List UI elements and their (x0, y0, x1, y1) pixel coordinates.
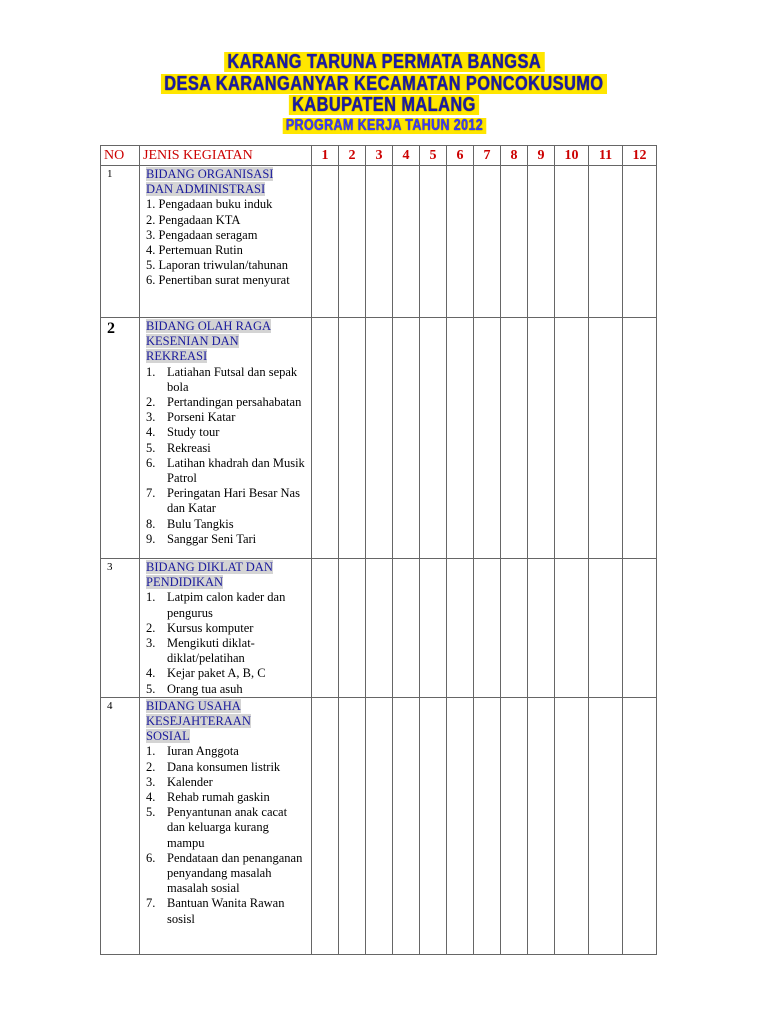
month-header: 5 (420, 146, 447, 166)
list-item: 3. Porseni Katar (146, 410, 236, 425)
list-item: 3. Kalender (146, 774, 213, 789)
list-item: 6. Pendataan dan penanganan penyandang masalah masalah sosial (146, 850, 303, 896)
row-number: 4 (101, 697, 140, 954)
list-item: 4. Pertemuan Rutin (146, 243, 243, 258)
list-item: 7. Peringatan Hari Besar Nas dan Katar (146, 486, 300, 516)
row-number: 3 (101, 559, 140, 698)
program-table (100, 145, 657, 955)
col-no-header: NO (101, 146, 140, 166)
month-header: 2 (339, 146, 366, 166)
section-heading: BIDANG DIKLAT DAN PENDIDIKAN (146, 560, 273, 590)
table-row (101, 559, 657, 698)
col-activity-header: JENIS KEGIATAN (140, 146, 312, 166)
table-row (101, 166, 657, 318)
list-item: 1. Latiahan Futsal dan sepak bola (146, 364, 298, 394)
list-item: 8. Bulu Tangkis (146, 516, 234, 531)
list-item: 9. Sanggar Seni Tari (146, 531, 257, 546)
list-item: 3. Mengikuti diklat-diklat/pelatihan (146, 636, 255, 666)
row-number: 2 (101, 318, 140, 559)
month-header: 4 (393, 146, 420, 166)
month-header: 6 (447, 146, 474, 166)
activity-cell (140, 318, 312, 559)
section-heading: BIDANG ORGANISASI DAN ADMINISTRASI (146, 167, 274, 197)
header-row (101, 146, 657, 166)
list-item: 4. Study tour (146, 425, 220, 440)
list-item: 5. Rekreasi (146, 440, 211, 455)
list-item: 2. Dana konsumen listrik (146, 759, 281, 774)
month-header: 7 (474, 146, 501, 166)
list-item: 2. Pengadaan KTA (146, 212, 241, 227)
list-item: 1. Pengadaan buku induk (146, 197, 273, 212)
list-item: 5. Laporan triwulan/tahunan (146, 258, 288, 273)
month-header: 1 (312, 146, 339, 166)
list-item: 7. Bantuan Wanita Rawan sosisl (146, 896, 285, 926)
month-header: 12 (623, 146, 657, 166)
list-item: 3. Pengadaan seragam (146, 227, 258, 242)
month-header: 9 (528, 146, 555, 166)
row-number: 1 (101, 166, 140, 318)
activity-cell (140, 559, 312, 698)
month-header: 10 (555, 146, 589, 166)
title-line-1: KARANG TARUNA PERMATA BANGSA (0, 52, 768, 72)
month-header: 3 (366, 146, 393, 166)
activity-cell (140, 697, 312, 954)
list-item: 4. Rehab rumah gaskin (146, 790, 270, 805)
list-item: 4. Kejar paket A, B, C (146, 666, 266, 681)
title-line-3: KABUPATEN MALANG (0, 95, 768, 115)
list-item: 6. Penertiban surat menyurat (146, 273, 290, 288)
table-row (101, 697, 657, 954)
list-item: 2. Pertandingan persahabatan (146, 395, 302, 410)
list-item: 5. Orang tua asuh (146, 681, 243, 696)
list-item: 6. Latihan khadrah dan Musik Patrol (146, 455, 305, 486)
list-item: 5. Penyantunan anak cacat dan keluarga kurang mampu (146, 805, 288, 850)
month-header: 11 (589, 146, 623, 166)
section-heading: BIDANG OLAH RAGA KESENIAN DAN REKREASI (146, 319, 271, 364)
title-line-2: DESA KARANGANYAR KECAMATAN PONCOKUSUMO (0, 74, 768, 94)
month-header: 8 (501, 146, 528, 166)
title-program: PROGRAM KERJA TAHUN 2012 (0, 118, 768, 134)
list-item: 1. Latpim calon kader dan pengurus (146, 590, 286, 620)
table-row (101, 318, 657, 559)
section-heading: BIDANG USAHA KESEJAHTERAAN SOSIAL (146, 698, 251, 744)
list-item: 2. Kursus komputer (146, 620, 254, 635)
activity-cell (140, 166, 312, 318)
list-item: 1. Iuran Anggota (146, 744, 239, 759)
